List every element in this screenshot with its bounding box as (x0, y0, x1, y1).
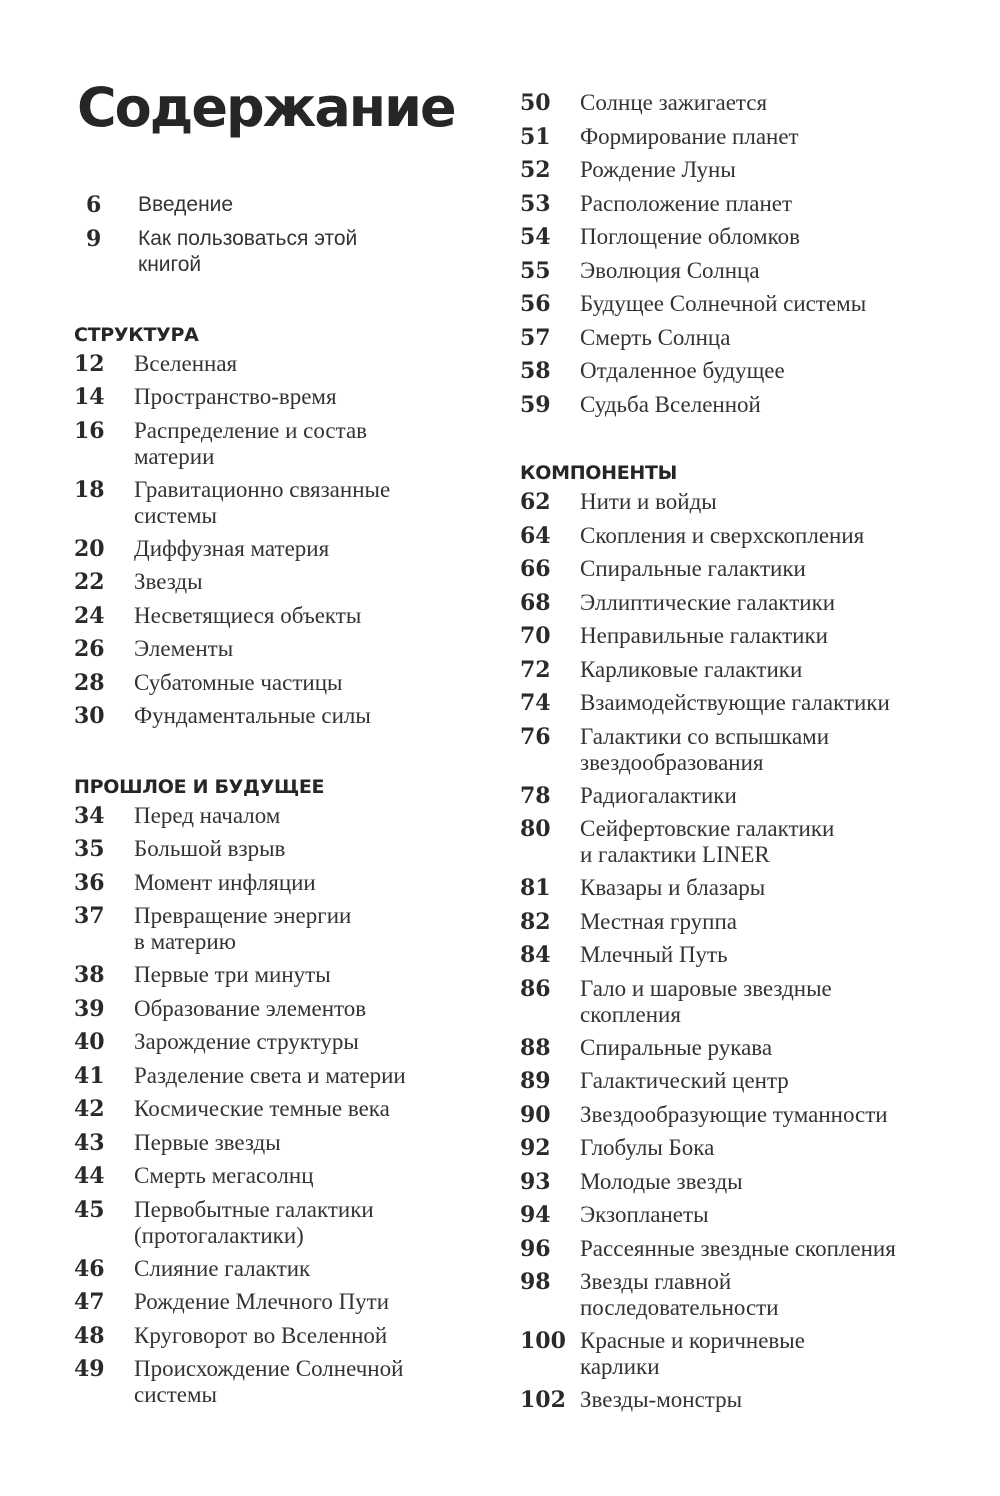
toc-entry-title: Эллиптические галактики (580, 589, 836, 615)
toc-entry (520, 222, 980, 256)
toc-entry (74, 475, 494, 534)
toc-entry-title: Первобытные галактики (протогалактики) (134, 1196, 374, 1248)
toc-page-number: 12 (74, 350, 105, 377)
toc-entry-title: Распределение и состав материи (134, 417, 368, 469)
toc-entry (74, 868, 494, 902)
toc-entry-title: Красные и коричневые карлики (580, 1328, 805, 1379)
toc-entry-title: Смерть Солнца (580, 324, 731, 350)
toc-entry (74, 601, 494, 635)
toc-page-number: 9 (86, 225, 102, 252)
toc-entry (74, 382, 494, 416)
toc-components-group (520, 461, 980, 1419)
toc-entry (520, 1033, 980, 1067)
toc-entry-title: Перед началом (134, 802, 281, 828)
toc-entry (520, 88, 980, 122)
toc-entry (520, 655, 980, 689)
toc-page-number: 54 (520, 224, 551, 250)
toc-page-number: 52 (520, 157, 551, 183)
toc-page-number: 98 (520, 1269, 551, 1295)
section-heading: СТРУКТУРА (74, 323, 199, 346)
toc-entry (74, 534, 494, 568)
toc-page-number: 30 (74, 703, 105, 729)
toc-page-number: 38 (74, 962, 105, 988)
toc-entry (74, 901, 494, 960)
toc-page-number: 80 (520, 816, 551, 842)
toc-page-number: 22 (74, 569, 105, 595)
toc-page-number: 40 (74, 1029, 105, 1055)
toc-entry (74, 1061, 494, 1095)
toc-entry-title: Судьба Вселенной (580, 391, 761, 417)
toc-entry-title: Спиральные галактики (580, 556, 806, 581)
toc-entry-title: Млечный Путь (580, 942, 728, 967)
toc-entry-title: Введение (138, 193, 234, 216)
toc-entry (520, 907, 980, 941)
toc-page-number: 43 (74, 1129, 105, 1156)
toc-entry-title: Звезды (134, 569, 203, 594)
toc-entry (74, 1027, 494, 1061)
toc-page-number: 56 (520, 291, 551, 317)
toc-page-number: 36 (74, 869, 105, 896)
toc-page-number: 45 (74, 1196, 105, 1223)
toc-page-number: 55 (520, 257, 551, 284)
toc-page-number: 82 (520, 908, 551, 935)
toc-entry (520, 781, 980, 815)
toc-page-number: 16 (74, 417, 105, 444)
toc-entry (74, 701, 494, 735)
toc-page-number: 41 (74, 1062, 105, 1089)
toc-structure-group (74, 323, 494, 735)
toc-entry-title: Пространство-время (134, 384, 337, 409)
toc-entry-title: Большой взрыв (134, 836, 286, 861)
toc-page-number: 47 (74, 1289, 105, 1315)
toc-entry (520, 487, 980, 521)
toc-entry-title: Происхождение Солнечной системы (134, 1356, 404, 1407)
toc-entry-title: Скопления и сверхскопления (580, 522, 865, 548)
toc-page-number: 88 (520, 1034, 551, 1061)
toc-page-number: 62 (520, 489, 551, 515)
toc-entry (74, 668, 494, 702)
toc-entry (74, 1161, 494, 1195)
toc-entry-title: Будущее Солнечной системы (580, 291, 867, 316)
toc-page-number: 39 (74, 995, 105, 1022)
toc-page-number: 28 (74, 669, 105, 696)
toc-entry (520, 814, 980, 873)
toc-entry-title: Звездообразующие туманности (580, 1101, 888, 1127)
toc-entry-title: Зарождение структуры (134, 1029, 359, 1054)
toc-entry-title: Галактический центр (580, 1068, 789, 1093)
toc-entry (520, 1066, 980, 1100)
toc-entry-title: Образование элементов (134, 995, 367, 1021)
toc-entry-title: Гравитационно связанные системы (134, 476, 391, 528)
toc-entry-title: Как пользоваться этой книгой (138, 226, 358, 276)
toc-page-number: 93 (520, 1168, 551, 1195)
toc-entry (74, 1195, 494, 1254)
toc-entry-title: Солнце зажигается (580, 90, 768, 115)
toc-entry-title: Галактики со вспышками звездообразования (580, 723, 830, 775)
toc-entry (520, 940, 980, 974)
toc-entry (520, 1326, 980, 1385)
toc-entry-title: Нити и войды (580, 489, 717, 514)
toc-entry-title: Радиогалактики (580, 782, 737, 808)
toc-page-number: 42 (74, 1096, 105, 1122)
toc-page-number: 64 (520, 522, 551, 549)
toc-page-number: 66 (520, 556, 551, 582)
toc-entry-title: Отдаленное будущее (580, 358, 785, 383)
toc-entry-title: Экзопланеты (580, 1202, 709, 1227)
toc-entry (520, 323, 980, 357)
toc-entry-title: Карликовые галактики (580, 656, 803, 682)
toc-entry-title: Сейфертовские галактики и галактики LINER (580, 816, 835, 867)
toc-entry (74, 1094, 494, 1128)
toc-entry (520, 256, 980, 290)
page-title: Содержание (77, 76, 455, 139)
toc-page-number: 48 (74, 1322, 105, 1349)
toc-entry (520, 588, 980, 622)
toc-entry-title: Несветящиеся объекты (134, 602, 362, 628)
toc-entry-title: Круговорот во Вселенной (134, 1322, 388, 1348)
toc-entry (520, 688, 980, 722)
toc-entry (520, 621, 980, 655)
toc-page-number: 58 (520, 358, 551, 384)
toc-entry (520, 189, 980, 223)
toc-entry-title: Фундаментальные силы (134, 703, 371, 728)
toc-entry (520, 1167, 980, 1201)
toc-page-number: 74 (520, 690, 551, 716)
toc-entry (74, 994, 494, 1028)
toc-entry (74, 224, 494, 283)
toc-right-column (520, 88, 980, 1419)
toc-page-number: 89 (520, 1068, 551, 1094)
toc-entry-title: Рождение Луны (580, 157, 736, 182)
toc-page-number: 14 (74, 384, 105, 410)
toc-page-number: 46 (74, 1255, 105, 1282)
toc-entry (520, 521, 980, 555)
toc-entry-title: Гало и шаровые звездные скопления (580, 975, 832, 1027)
toc-past-future-continued-group (520, 88, 980, 423)
toc-entry-title: Звезды главной последовательности (580, 1269, 779, 1320)
toc-entry-title: Рассеянные звездные скопления (580, 1235, 896, 1261)
toc-left-column (74, 190, 494, 1413)
toc-page-number: 26 (74, 636, 105, 662)
toc-entry-title: Космические темные века (134, 1096, 390, 1121)
toc-entry-title: Субатомные частицы (134, 669, 343, 695)
toc-page-number: 44 (74, 1163, 105, 1189)
toc-entry (520, 356, 980, 390)
toc-page-number: 6 (86, 192, 102, 218)
toc-entry (74, 567, 494, 601)
toc-entry (520, 289, 980, 323)
toc-page-number: 18 (74, 476, 105, 503)
toc-page-number: 35 (74, 836, 105, 862)
toc-page-number: 57 (520, 324, 551, 351)
toc-entry (74, 1128, 494, 1162)
toc-entry (74, 1287, 494, 1321)
toc-entry-title: Неправильные галактики (580, 623, 828, 648)
toc-entry (520, 122, 980, 156)
toc-entry-title: Глобулы Бока (580, 1135, 715, 1160)
toc-entry (520, 1234, 980, 1268)
toc-page-number: 72 (520, 656, 551, 683)
toc-entry (520, 1200, 980, 1234)
toc-entry-title: Первые звезды (134, 1129, 281, 1155)
toc-page-number: 76 (520, 723, 551, 750)
toc-page-number: 100 (520, 1328, 566, 1354)
toc-page-number: 59 (520, 391, 551, 418)
toc-page-number: 53 (520, 190, 551, 217)
toc-entry (520, 1100, 980, 1134)
toc-entry-title: Элементы (134, 636, 234, 661)
toc-entry-title: Звезды-монстры (580, 1387, 743, 1412)
toc-entry-title: Рождение Млечного Пути (134, 1289, 390, 1314)
toc-entry-title: Смерть мегасолнц (134, 1163, 314, 1188)
toc-intro-group (74, 190, 494, 283)
toc-entry (74, 1321, 494, 1355)
toc-entry (520, 1267, 980, 1326)
toc-page-number: 92 (520, 1135, 551, 1161)
toc-entry (520, 1133, 980, 1167)
toc-entry-title: Превращение энергии в материю (134, 903, 352, 954)
toc-entry-title: Формирование планет (580, 123, 799, 149)
toc-page-number: 102 (520, 1387, 566, 1413)
toc-entry (74, 960, 494, 994)
toc-entry-title: Эволюция Солнца (580, 257, 760, 283)
toc-entry-title: Первые три минуты (134, 962, 331, 987)
toc-entry (74, 1354, 494, 1413)
toc-page-number: 68 (520, 589, 551, 616)
section-heading: КОМПОНЕНТЫ (520, 462, 678, 484)
toc-entry-title: Спиральные рукава (580, 1034, 773, 1060)
toc-entry-title: Диффузная материя (134, 535, 330, 561)
toc-entry (520, 873, 980, 907)
toc-entry-title: Разделение света и материи (134, 1062, 406, 1088)
toc-entry (520, 390, 980, 424)
toc-page-number: 20 (74, 535, 105, 562)
toc-entry-title: Поглощение обломков (580, 224, 800, 249)
toc-page-number: 81 (520, 875, 551, 901)
toc-page-number: 50 (520, 90, 551, 116)
toc-page-number: 70 (520, 623, 551, 649)
toc-entry (74, 634, 494, 668)
toc-past-future-group (74, 775, 494, 1414)
toc-entry (74, 416, 494, 475)
toc-entry-title: Слияние галактик (134, 1255, 311, 1281)
toc-entry (520, 722, 980, 781)
toc-entry (74, 1254, 494, 1288)
toc-entry-title: Момент инфляции (134, 869, 316, 895)
toc-page-number: 78 (520, 782, 551, 809)
toc-entry-title: Квазары и блазары (580, 875, 766, 900)
toc-page-number: 34 (74, 802, 105, 829)
toc-page-number: 24 (74, 602, 105, 629)
toc-entry (520, 974, 980, 1033)
toc-page-number: 37 (74, 903, 105, 929)
toc-page-number: 94 (520, 1202, 551, 1228)
toc-entry (74, 834, 494, 868)
toc-page-number: 84 (520, 942, 551, 968)
toc-entry (520, 155, 980, 189)
toc-page-number: 86 (520, 975, 551, 1002)
toc-entry-title: Молодые звезды (580, 1168, 743, 1194)
toc-page-number: 49 (74, 1356, 105, 1382)
toc-entry (74, 349, 494, 383)
toc-entry-title: Вселенная (134, 350, 238, 376)
toc-entry-title: Взаимодействующие галактики (580, 690, 890, 715)
toc-page-number: 51 (520, 123, 551, 150)
toc-entry (74, 801, 494, 835)
toc-entry-title: Местная группа (580, 908, 737, 934)
toc-page-number: 96 (520, 1235, 551, 1262)
section-heading: ПРОШЛОЕ И БУДУЩЕЕ (74, 775, 325, 798)
toc-entry (74, 190, 494, 224)
toc-entry (520, 1385, 980, 1419)
toc-page-number: 90 (520, 1101, 551, 1128)
toc-entry-title: Расположение планет (580, 190, 793, 216)
toc-entry (520, 554, 980, 588)
